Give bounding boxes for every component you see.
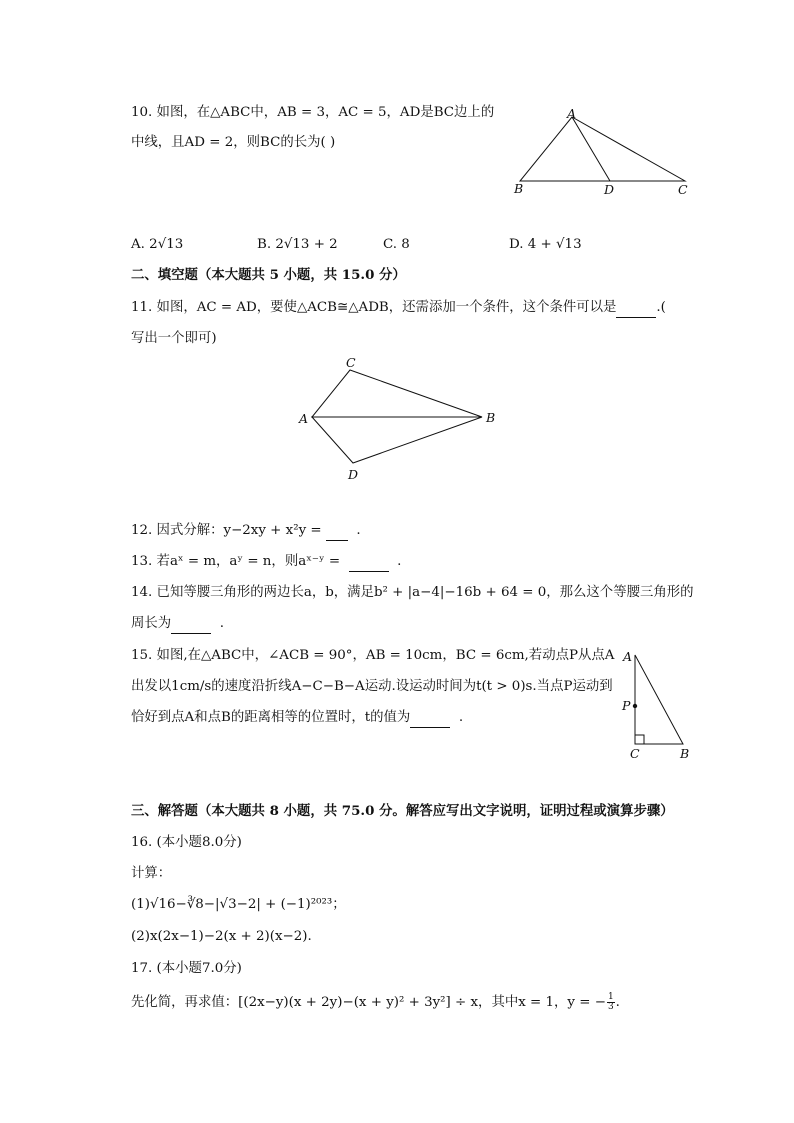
q13-answer-blank[interactable]: [349, 553, 389, 572]
q11-tail: .(: [656, 300, 666, 315]
q16-heading: 16. (本小题8.0分): [131, 835, 242, 850]
q10-label-b: B: [514, 181, 524, 196]
q15-end: .: [458, 710, 464, 725]
q14-answer-blank[interactable]: [171, 615, 211, 634]
q17-fraction-numerator: 1: [607, 992, 614, 1002]
q16-prompt: 计算：: [131, 866, 172, 881]
q15-label-c: C: [630, 746, 640, 761]
q10-triangle-figure: [505, 100, 705, 205]
q15-line1: 15. 如图,在△ABC中，∠ACB = 90°，AB = 10cm，BC = 6cm,若动点P从点A: [131, 648, 615, 663]
q12-answer-blank[interactable]: [326, 522, 348, 541]
q11-line2: 写出一个即可): [131, 331, 217, 346]
q15-line3: [131, 709, 463, 728]
q10-label-d: D: [604, 182, 615, 197]
q17-text: 先化简，再求值：[(2x−y)(x + 2y)−(x + y)² + 3y²] ÷ x，其中x = 1，y = −: [131, 995, 606, 1010]
q15-line2: 出发以1cm/s的速度沿折线A−C−B−A运动.设运动时间为t(t > 0)s.当点P运动到: [131, 679, 613, 694]
q12-line: [131, 522, 361, 541]
q12-text: 12. 因式分解：y−2xy + x²y =: [131, 523, 322, 538]
q10-option-d[interactable]: D. 4 + √13: [509, 237, 582, 252]
q13-line: [131, 553, 401, 572]
q10-label-c: C: [678, 182, 688, 197]
q14-end: .: [219, 616, 224, 631]
q17-fraction-denominator: 3: [607, 1002, 614, 1012]
q11-line1: [131, 299, 666, 318]
q11-answer-blank[interactable]: [616, 299, 656, 318]
q10-option-c[interactable]: C. 8: [383, 237, 410, 252]
q11-quadrilateral-figure: [295, 352, 505, 484]
q17-line: [131, 993, 620, 1012]
q14-text: 周长为: [131, 616, 172, 631]
q17-heading: 17. (本小题7.0分): [131, 961, 242, 976]
q11-text: 11. 如图，AC = AD，要使△ACB≅△ADB，还需添加一个条件，这个条件可以是: [131, 300, 617, 315]
q11-label-b: B: [486, 410, 496, 425]
q13-text: 13. 若aˣ = m，aʸ = n，则aˣ⁻ʸ =: [131, 554, 341, 569]
q14-line1: 14. 已知等腰三角形的两边长a，b，满足b² + |a−4|−16b + 64 = 0，那么这个等腰三角形的: [131, 585, 694, 600]
q14-line2: [131, 615, 224, 634]
q13-end: .: [397, 554, 402, 569]
q15-label-p: P: [622, 698, 631, 713]
q16-part1: (1)√16−∛8−|√3−2| + (−1)²⁰²³；: [131, 897, 346, 912]
q10-label-a: A: [567, 106, 577, 121]
q11-label-d: D: [348, 467, 359, 482]
q15-right-triangle-figure: [615, 645, 700, 765]
q10-line1: 10. 如图，在△ABC中，AB = 3，AC = 5，AD是BC边上的: [131, 105, 495, 120]
q17-fraction: [607, 993, 615, 1012]
section-2-heading: 二、填空题（本大题共 5 小题，共 15.0 分）: [131, 267, 406, 283]
q15-answer-blank[interactable]: [410, 709, 450, 728]
q15-label-a: A: [623, 649, 633, 664]
q11-label-c: C: [346, 355, 356, 370]
q15-text: 恰好到点A和点B的距离相等的位置时，t的值为: [131, 710, 411, 725]
section-3-heading: 三、解答题（本大题共 8 小题，共 75.0 分。解答应写出文字说明，证明过程或演算步骤）: [131, 803, 674, 819]
q10-option-a[interactable]: A. 2√13: [131, 237, 184, 252]
q10-option-b[interactable]: B. 2√13 + 2: [257, 237, 338, 252]
q17-end: .: [615, 995, 620, 1010]
q15-label-b: B: [680, 746, 690, 761]
q11-label-a: A: [299, 411, 309, 426]
q12-end: .: [356, 523, 361, 538]
q16-part2: (2)x(2x−1)−2(x + 2)(x−2).: [131, 929, 312, 944]
q10-line2: 中线，且AD = 2，则BC的长为( ): [131, 135, 336, 150]
